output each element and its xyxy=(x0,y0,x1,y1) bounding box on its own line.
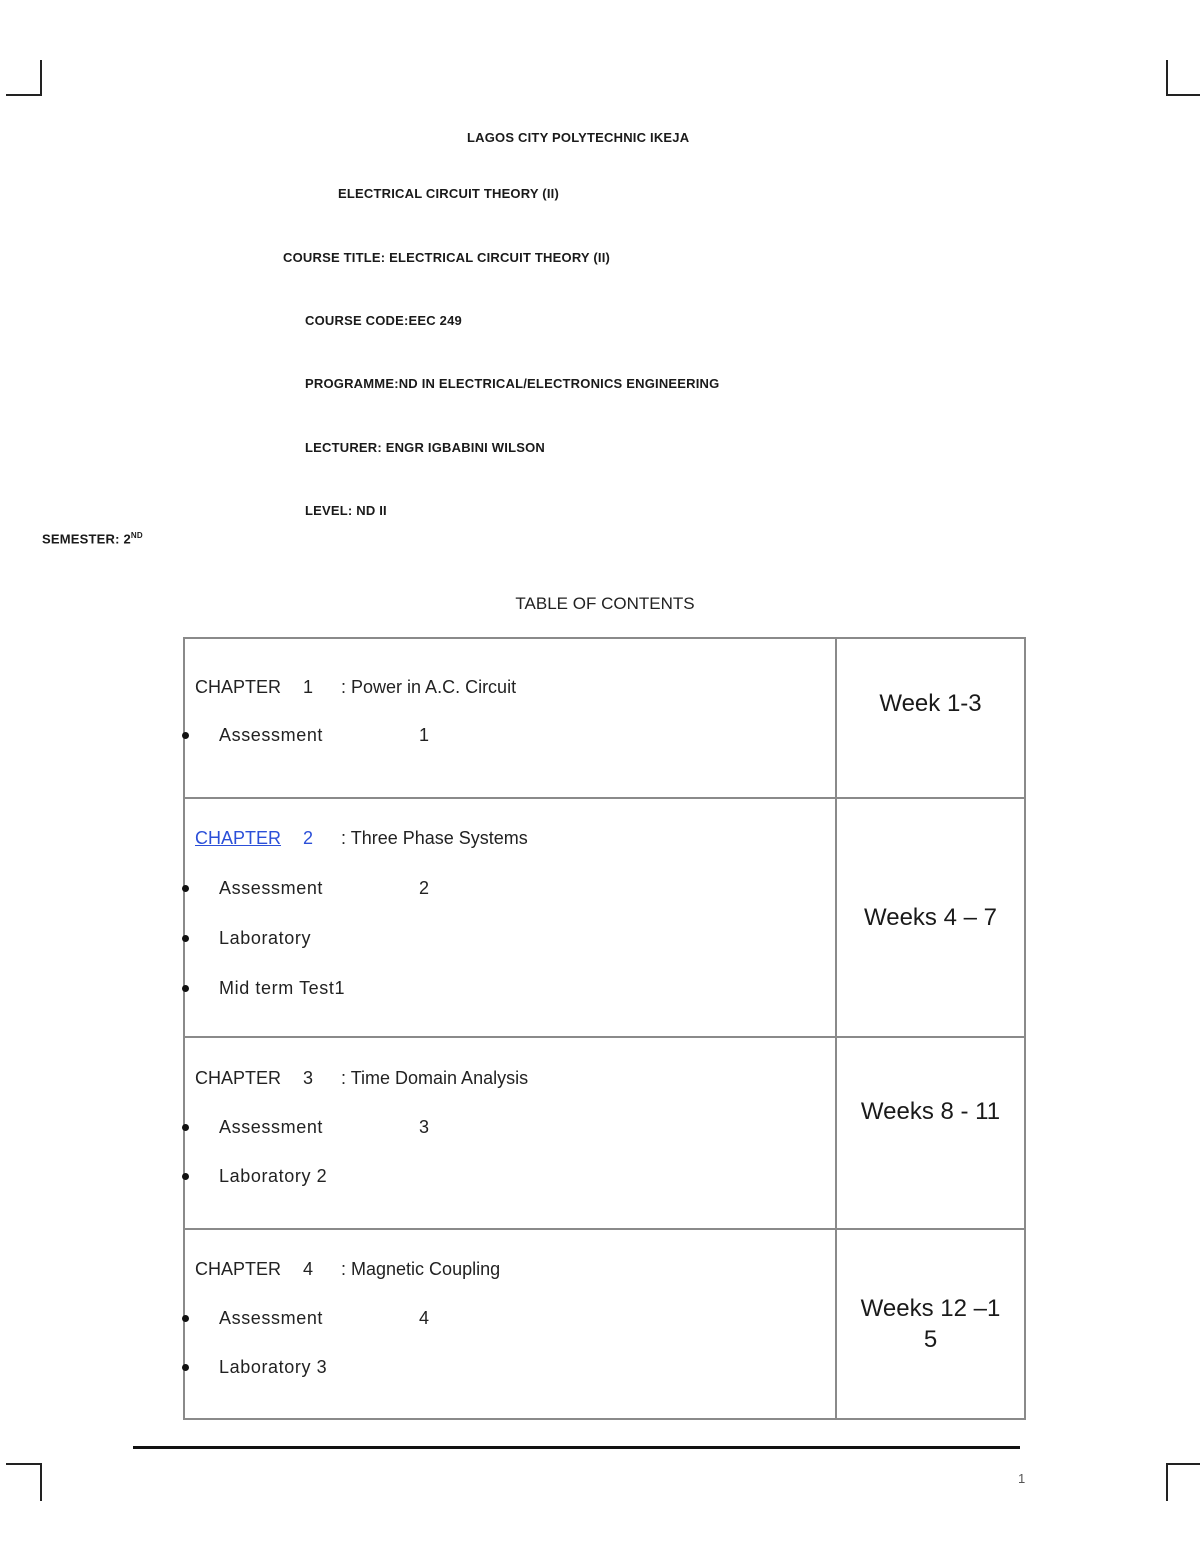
item-label: Assessment xyxy=(219,1308,324,1328)
item-label: Mid term Test1 xyxy=(219,978,346,998)
toc-row xyxy=(184,798,1025,1037)
chapter-label: CHAPTER xyxy=(195,677,282,697)
item-number: 2 xyxy=(419,878,430,898)
item-label: Laboratory xyxy=(219,928,312,948)
chapter-label: CHAPTER xyxy=(195,1259,282,1279)
weeks-label: Week 1-3 xyxy=(879,689,982,717)
footer-rule xyxy=(133,1446,1020,1449)
chapter-number: 1 xyxy=(303,677,314,697)
item-label: Assessment xyxy=(219,725,324,745)
item-number: 4 xyxy=(419,1308,430,1328)
toc-chapter-cell xyxy=(184,1229,836,1419)
list-item xyxy=(195,875,835,901)
course-title: COURSE TITLE: ELECTRICAL CIRCUIT THEORY (II) xyxy=(283,250,611,265)
chapter-heading xyxy=(195,674,835,700)
chapter-heading xyxy=(195,1065,835,1091)
weeks-label-line1: Weeks 12 –1 xyxy=(860,1295,1001,1322)
bullet-icon xyxy=(182,1315,189,1322)
chapter-label: CHAPTER xyxy=(195,828,282,848)
toc-row xyxy=(184,1037,1025,1229)
item-number: 1 xyxy=(419,725,430,745)
chapter-label: CHAPTER xyxy=(195,1068,282,1088)
page-number: 1 xyxy=(1018,1471,1026,1486)
chapter-number: 4 xyxy=(303,1259,314,1279)
bullet-icon xyxy=(182,1124,189,1131)
level: LEVEL: ND II xyxy=(305,503,387,518)
toc-chapter-cell xyxy=(184,638,836,798)
semester-label: SEMESTER: 2 xyxy=(42,531,131,547)
item-label: Laboratory 3 xyxy=(219,1357,328,1377)
chapter-link[interactable] xyxy=(195,828,341,848)
item-label: Laboratory 2 xyxy=(219,1166,328,1186)
list-item xyxy=(195,975,835,1001)
list-item xyxy=(195,722,835,748)
list-item xyxy=(195,1305,835,1331)
chapter-number: 3 xyxy=(303,1068,314,1088)
chapter-number: 2 xyxy=(303,828,314,848)
toc-weeks-cell xyxy=(836,638,1025,798)
toc-chapter-cell xyxy=(184,798,836,1037)
toc-weeks-cell xyxy=(836,1037,1025,1229)
item-number: 3 xyxy=(419,1117,430,1137)
course-code: COURSE CODE:EEC 249 xyxy=(305,313,462,328)
bullet-icon xyxy=(182,732,189,739)
list-item xyxy=(195,1114,835,1140)
toc-weeks-cell xyxy=(836,798,1025,1037)
institution-name: LAGOS CITY POLYTECHNIC IKEJA xyxy=(467,130,690,145)
list-item xyxy=(195,1163,835,1189)
weeks-label: Weeks 8 - 11 xyxy=(860,1097,1001,1125)
chapter-heading xyxy=(195,1256,835,1282)
chapter-title: : Three Phase Systems xyxy=(341,828,528,848)
toc-row xyxy=(184,1229,1025,1419)
chapter-title: : Time Domain Analysis xyxy=(341,1068,529,1088)
list-item xyxy=(195,1354,835,1380)
semester-superscript: ND xyxy=(130,531,143,540)
chapter-title: : Power in A.C. Circuit xyxy=(341,677,517,697)
toc-weeks-cell xyxy=(836,1229,1025,1419)
lecturer: LECTURER: ENGR IGBABINI WILSON xyxy=(305,440,545,455)
weeks-label: Weeks 4 – 7 xyxy=(864,904,997,931)
item-label: Assessment xyxy=(219,878,324,898)
toc-chapter-cell xyxy=(184,1037,836,1229)
item-label: Assessment xyxy=(219,1117,324,1137)
toc-title: TABLE OF CONTENTS xyxy=(515,594,695,613)
programme: PROGRAMME:ND IN ELECTRICAL/ELECTRONICS ENGINEERING xyxy=(305,376,720,391)
list-item xyxy=(195,925,835,951)
semester xyxy=(42,531,143,546)
bullet-icon xyxy=(182,985,189,992)
bullet-icon xyxy=(182,1364,189,1371)
subject-title: ELECTRICAL CIRCUIT THEORY (II) xyxy=(338,186,559,201)
bullet-icon xyxy=(182,1173,189,1180)
chapter-title: : Magnetic Coupling xyxy=(341,1259,501,1279)
bullet-icon xyxy=(182,935,189,942)
toc-table xyxy=(183,637,1026,1420)
chapter-heading xyxy=(195,825,835,851)
weeks-label-line2: 5 xyxy=(923,1326,938,1353)
bullet-icon xyxy=(182,885,189,892)
toc-row xyxy=(184,638,1025,798)
